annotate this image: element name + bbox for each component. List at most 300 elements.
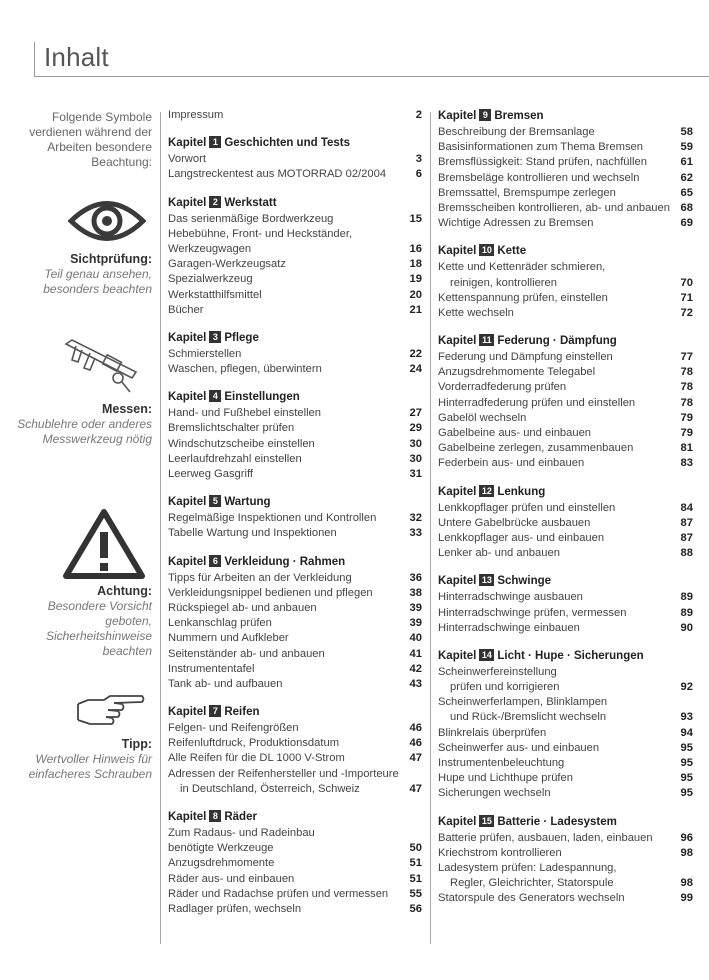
toc-entry[interactable]: [168, 647, 422, 662]
chapter-heading[interactable]: [438, 333, 693, 349]
toc-entry[interactable]: [438, 831, 693, 846]
toc-entry[interactable]: [438, 606, 693, 621]
chapter-15: [438, 814, 693, 907]
chapter-heading[interactable]: [168, 389, 422, 405]
toc-entry-title: Waschen, pflegen, überwintern: [168, 363, 322, 376]
toc-entry[interactable]: [168, 212, 422, 227]
chapter-number-badge: 1: [209, 136, 221, 148]
toc-entry[interactable]: [168, 526, 422, 541]
page-title: Inhalt: [44, 42, 109, 72]
chapter-word: Kapitel: [168, 196, 207, 209]
toc-entry-page: 92: [680, 681, 693, 694]
toc-entry-title: Windschutzscheibe einstellen: [168, 437, 315, 450]
label-achtung: Achtung:: [97, 584, 152, 598]
toc-entry-title: Blinkrelais überprüfen: [438, 726, 547, 739]
desc-tipp: Wertvoller Hinweis für einfacheres Schrauben: [28, 752, 152, 781]
toc-entry-title: Lenkanschlag prüfen: [168, 617, 272, 630]
toc-entry-title: und Rück-/Bremslicht wechseln: [450, 711, 607, 724]
toc-entry-page: 79: [680, 427, 693, 439]
chapter-heading[interactable]: [438, 484, 693, 500]
toc-entry-title: in Deutschland, Österreich, Schweiz: [180, 782, 360, 795]
toc-entry-title: Kette wechseln: [438, 306, 514, 319]
toc-entry-title: benötigte Werkzeuge: [168, 842, 274, 855]
chapter-heading[interactable]: [168, 330, 422, 346]
toc-entry-title: Räder aus- und einbauen: [168, 872, 295, 885]
toc-entry[interactable]: [438, 125, 693, 140]
chapter-number-badge: 15: [479, 815, 494, 827]
toc-entry[interactable]: [168, 167, 422, 182]
toc-entry[interactable]: [168, 721, 422, 736]
title-rule: [34, 76, 709, 77]
chapter-1: [168, 135, 422, 182]
toc-entry-title: Hinterradfederung prüfen und einstellen: [438, 396, 636, 409]
toc-entry-page: 56: [409, 902, 422, 915]
toc-entry-page: 51: [409, 857, 422, 870]
chapter-word: Kapitel: [168, 496, 207, 509]
toc-entry-title: Sicherungen wechseln: [438, 787, 551, 800]
toc-entry[interactable]: [438, 155, 693, 170]
chapter-title: Werkstatt: [224, 196, 277, 209]
toc-entry[interactable]: Impressum 2: [168, 109, 422, 121]
toc-entry[interactable]: [168, 826, 422, 841]
toc-entry[interactable]: [168, 631, 422, 646]
toc-entry[interactable]: [168, 152, 422, 167]
toc-entry[interactable]: [168, 902, 422, 917]
chapter-heading[interactable]: [438, 243, 693, 259]
chapter-2: [168, 195, 422, 318]
toc-entry[interactable]: [438, 501, 693, 516]
toc-entry[interactable]: [168, 272, 422, 287]
toc-entry-title: Federung und Dämpfung einstellen: [438, 351, 613, 364]
chapter-word: Kapitel: [438, 485, 477, 498]
toc-entry[interactable]: [438, 140, 693, 155]
toc-entry-title: Hebebühne, Front- und Heckständer,: [168, 227, 353, 240]
toc-entry[interactable]: [438, 291, 693, 306]
toc-entry-page: 46: [409, 722, 422, 735]
chapter-title: Wartung: [224, 496, 271, 509]
toc-entry-title: Langstreckentest aus MOTORRAD 02/2004: [168, 168, 387, 181]
toc-entry-page: 79: [680, 411, 693, 424]
caliper-icon: [62, 338, 144, 396]
toc-entry[interactable]: [168, 751, 422, 766]
toc-entry[interactable]: [438, 516, 693, 531]
toc-entry-page: 77: [680, 351, 693, 364]
toc-entry-title: Hinterradschwinge einbauen: [438, 621, 580, 634]
chapter-heading[interactable]: [438, 648, 693, 664]
toc-entry-page: 59: [680, 141, 693, 154]
toc-entry-page: 3: [415, 153, 422, 166]
chapter-word: Kapitel: [438, 815, 477, 828]
toc-entry[interactable]: [168, 872, 422, 887]
chapter-title: Batterie · Ladesystem: [497, 815, 617, 828]
toc-entry-title: Werkzeugwagen: [168, 242, 252, 255]
toc-entry[interactable]: [438, 710, 693, 725]
toc-entry-page: 78: [680, 396, 693, 409]
toc-entry[interactable]: [168, 616, 422, 631]
toc-entry[interactable]: [168, 856, 422, 871]
toc-entry-title: Schmierstellen: [168, 347, 242, 360]
chapter-4: [168, 389, 422, 482]
toc-entry-title: Rückspiegel ab- und anbauen: [168, 601, 317, 614]
toc-entry-page: 95: [680, 772, 693, 785]
chapter-14: [438, 648, 693, 802]
toc-entry-title: Alle Reifen für die DL 1000 V-Strom: [168, 752, 345, 765]
toc-entry-page: 87: [680, 531, 693, 544]
toc-entry-page: 30: [409, 437, 422, 450]
toc-entry-page: 58: [680, 126, 693, 138]
label-messen: Messen:: [101, 402, 152, 416]
chapter-title: Einstellungen: [224, 391, 300, 404]
toc-entry[interactable]: [438, 531, 693, 546]
toc-entry[interactable]: [438, 786, 693, 801]
chapter-number-badge: 10: [479, 244, 494, 256]
toc-entry-title: Zum Radaus- und Radeinbau: [168, 827, 315, 839]
toc-entry-page: 96: [680, 831, 693, 844]
chapter-number-badge: 9: [479, 109, 491, 121]
toc-entry[interactable]: [438, 771, 693, 786]
toc-entry-page: 61: [680, 156, 693, 169]
toc-entry-title: Regler, Gleichrichter, Statorspule: [450, 877, 614, 890]
toc-entry[interactable]: [168, 257, 422, 272]
toc-entry-title: Lenkkopflager aus- und einbauen: [438, 531, 605, 544]
chapter-word: Kapitel: [438, 335, 477, 348]
toc-entry-page: 19: [409, 273, 422, 286]
toc-entry-title: Spezialwerkzeug: [168, 273, 253, 286]
toc-entry[interactable]: [168, 662, 422, 677]
toc-entry[interactable]: [438, 201, 693, 216]
toc-entry-page: 95: [680, 757, 693, 769]
toc-entry-page: 62: [680, 171, 693, 184]
chapter-title: Schwinge: [497, 575, 552, 588]
toc-entry-title: Hupe und Lichthupe prüfen: [438, 772, 573, 785]
toc-entry[interactable]: [438, 891, 693, 906]
toc-entry-title: Kette und Kettenräder schmieren,: [438, 261, 606, 274]
toc-entry-title: Gabelbeine zerlegen, zusammenbauen: [438, 442, 634, 455]
toc-entry-page: 47: [409, 752, 422, 765]
toc-entry-page: 55: [409, 887, 422, 900]
toc-entry[interactable]: [438, 546, 693, 561]
toc-entry[interactable]: [168, 841, 422, 856]
symbol-sichtpruefung: [0, 198, 152, 308]
toc-entry-page: 42: [409, 662, 422, 675]
toc-entry[interactable]: [438, 441, 693, 456]
toc-entry-page: 38: [409, 586, 422, 599]
chapter-heading[interactable]: [168, 554, 422, 570]
toc-entry[interactable]: [438, 306, 693, 321]
toc-entry[interactable]: [168, 421, 422, 436]
chapter-3: [168, 330, 422, 377]
chapter-title: Bremsen: [494, 110, 544, 122]
chapter-13: [438, 573, 693, 636]
toc-entry-title: Gabelöl wechseln: [438, 411, 527, 424]
toc-entry[interactable]: [168, 242, 422, 257]
chapter-number-badge: 6: [209, 555, 221, 567]
toc-entry-title: Scheinwerfer aus- und einbauen: [438, 741, 600, 754]
toc-entry[interactable]: [168, 406, 422, 421]
toc-entry-page: 40: [409, 632, 422, 645]
toc-entry-title: Beschreibung der Bremsanlage: [438, 126, 595, 138]
chapter-number-badge: 2: [209, 196, 221, 208]
toc-entry[interactable]: [168, 571, 422, 586]
toc-entry-title: Gabelbeine aus- und einbauen: [438, 427, 592, 439]
toc-entry[interactable]: [438, 456, 693, 471]
toc-entry[interactable]: [438, 590, 693, 605]
toc-entry-title: Instrumentenbeleuchtung: [438, 757, 565, 769]
chapter-word: Kapitel: [168, 811, 207, 823]
toc-entry-title: Bremsscheiben kontrollieren, ab- und anbauen: [438, 201, 670, 214]
toc-entry[interactable]: [438, 665, 693, 680]
toc-entry-title: Tank ab- und aufbauen: [168, 677, 283, 690]
toc-entry-page: 32: [409, 512, 422, 525]
toc-entry-page: 65: [680, 186, 693, 199]
toc-entry-title: Lenker ab- und anbauen: [438, 547, 560, 560]
chapter-heading[interactable]: [438, 573, 693, 589]
toc-entry[interactable]: [168, 677, 422, 692]
toc-entry-page: 71: [680, 291, 693, 304]
toc-entry[interactable]: [438, 680, 693, 695]
toc-entry[interactable]: [168, 767, 422, 782]
toc-column-2: [438, 108, 693, 907]
chapter-word: Kapitel: [438, 649, 477, 662]
toc-entry-page: 6: [415, 168, 422, 181]
toc-entry[interactable]: [438, 846, 693, 861]
toc-entry-page: 81: [680, 442, 693, 455]
toc-entry-page: 99: [680, 892, 693, 905]
chapter-heading[interactable]: [438, 814, 693, 830]
toc-entry[interactable]: [438, 411, 693, 426]
toc-entry-title: Verkleidungsnippel bedienen und pflegen: [168, 586, 373, 599]
toc-entry-page: 15: [409, 212, 422, 225]
toc-entry[interactable]: [438, 260, 693, 275]
toc-entry[interactable]: [438, 365, 693, 380]
chapter-word: Kapitel: [168, 706, 207, 719]
title-bar: [34, 42, 35, 76]
toc-entry-page: 98: [680, 846, 693, 859]
toc-entry-title: Kriechstrom kontrollieren: [438, 846, 562, 859]
toc-entry-title: prüfen und korrigieren: [450, 681, 560, 694]
toc-entry[interactable]: [168, 782, 422, 797]
chapter-title: Kette: [497, 245, 527, 258]
toc-entry[interactable]: [168, 288, 422, 303]
toc-entry-title: Scheinwerfereinstellung: [438, 665, 557, 678]
toc-entry-title: Das serienmäßige Bordwerkzeug: [168, 212, 334, 225]
column-divider-left: [160, 112, 161, 944]
chapter-title: Lenkung: [497, 485, 546, 498]
toc-entry-page: 87: [680, 516, 693, 529]
toc-entry[interactable]: [168, 362, 422, 377]
toc-entry-page: 29: [409, 422, 422, 435]
symbol-achtung: [0, 508, 152, 668]
toc-entry-title: Bremsbeläge kontrollieren und wechseln: [438, 171, 640, 184]
toc-entry[interactable]: [438, 726, 693, 741]
toc-entry-title: Basisinformationen zum Thema Bremsen: [438, 141, 643, 154]
chapter-6: [168, 554, 422, 693]
chapter-title: Reifen: [224, 706, 260, 719]
chapter-10: [438, 243, 693, 321]
chapter-heading[interactable]: [168, 135, 422, 151]
toc-entry[interactable]: [168, 347, 422, 362]
symbol-messen: [0, 338, 152, 468]
toc-entry-page: 95: [680, 787, 693, 800]
toc-entry-page: 30: [409, 452, 422, 465]
toc-entry[interactable]: [438, 216, 693, 231]
toc-entry-title: Tabelle Wartung und Inspektionen: [168, 527, 337, 540]
toc-entry-page: 31: [409, 468, 422, 480]
chapter-number-badge: 3: [209, 331, 221, 343]
toc-entry[interactable]: [438, 621, 693, 636]
eye-icon: [68, 198, 146, 244]
toc-entry-page: 83: [680, 457, 693, 470]
toc-entry-page: 95: [680, 741, 693, 754]
toc-entry-page: 39: [409, 601, 422, 614]
chapter-word: Kapitel: [168, 391, 207, 404]
desc-achtung: Besondere Vorsicht geboten, Sicherheitshinweise beachten: [45, 599, 152, 658]
chapter-title: Federung · Dämpfung: [497, 335, 617, 348]
toc-entry-title: Reifenluftdruck, Produktionsdatum: [168, 737, 340, 750]
chapter-heading[interactable]: [168, 195, 422, 211]
toc-entry-title: Bremsflüssigkeit: Stand prüfen, nachfüllen: [438, 156, 647, 169]
chapter-8: [168, 809, 422, 917]
toc-entry-title: Regelmäßige Inspektionen und Kontrollen: [168, 512, 377, 525]
toc-entry[interactable]: [168, 601, 422, 616]
toc-entry-page: 20: [409, 288, 422, 301]
desc-messen: Schublehre oder anderes Messwerkzeug nötig: [17, 417, 152, 446]
toc-entry-page: 16: [409, 242, 422, 255]
toc-entry-page: 39: [409, 617, 422, 630]
toc-entry-page: 24: [409, 363, 422, 376]
toc-entry[interactable]: [168, 736, 422, 751]
toc-entry-title: Scheinwerferlampen, Blinklampen: [438, 696, 608, 709]
toc-entry[interactable]: [168, 452, 422, 467]
chapter-heading[interactable]: [168, 809, 422, 825]
toc-entry[interactable]: [168, 511, 422, 526]
chapter-number-badge: 4: [209, 390, 221, 402]
toc-entry-title: Seitenständer ab- und anbauen: [168, 647, 325, 660]
toc-entry-title: Kettenspannung prüfen, einstellen: [438, 291, 608, 304]
toc-entry-page: 69: [680, 217, 693, 230]
chapter-title: Verkleidung · Rahmen: [224, 555, 346, 568]
toc-entry-page: 98: [680, 877, 693, 890]
toc-entry[interactable]: [438, 396, 693, 411]
toc-entry-title: Hinterradschwinge prüfen, vermessen: [438, 606, 627, 619]
toc-column-1: [168, 108, 422, 917]
toc-entry[interactable]: [438, 380, 693, 395]
legend-intro: Folgende Symbole verdienen während der Arbeiten besondere Beachtung:: [29, 110, 152, 169]
toc-entry-title: Vorwort: [168, 153, 206, 166]
chapter-7: [168, 704, 422, 797]
toc-entry[interactable]: [438, 186, 693, 201]
toc-entry[interactable]: [438, 861, 693, 876]
toc-entry-title: Untere Gabelbrücke ausbauen: [438, 516, 591, 529]
toc-entry-title: Radlager prüfen, wechseln: [168, 902, 302, 915]
toc-entry-title: Federbein aus- und einbauen: [438, 457, 585, 470]
toc-entry[interactable]: [438, 276, 693, 291]
toc-entry-page: 90: [680, 621, 693, 634]
chapter-number-badge: 7: [209, 705, 221, 717]
toc-entry-title: Leerlaufdrehzahl einstellen: [168, 452, 302, 465]
pointing-hand-icon: [74, 694, 146, 730]
toc-entry-page: 43: [409, 677, 422, 690]
toc-entry-title: Bremssattel, Bremspumpe zerlegen: [438, 186, 616, 199]
toc-entry[interactable]: [438, 876, 693, 891]
chapter-title: Geschichten und Tests: [224, 137, 351, 150]
toc-entry-page: 36: [409, 571, 422, 584]
toc-entry-page: 94: [680, 726, 693, 739]
toc-entry-page: 93: [680, 711, 693, 724]
toc-entry-page: 50: [409, 842, 422, 855]
toc-entry-title: Statorspule des Generators wechseln: [438, 892, 625, 905]
chapter-heading[interactable]: [168, 494, 422, 510]
chapter-heading[interactable]: [168, 704, 422, 720]
toc-entry-title: Nummern und Aufkleber: [168, 632, 289, 645]
toc-entry[interactable]: [168, 303, 422, 318]
chapter-word: Kapitel: [168, 137, 207, 150]
toc-entry-title: Wichtige Adressen zu Bremsen: [438, 217, 594, 230]
toc-entry[interactable]: [438, 171, 693, 186]
toc-entry-title: Ladesystem prüfen: Ladespannung,: [438, 861, 617, 874]
toc-entry[interactable]: [438, 695, 693, 710]
chapter-9: [438, 108, 693, 231]
toc-entry[interactable]: [168, 437, 422, 452]
chapter-number-badge: 11: [479, 334, 494, 346]
chapter-word: Kapitel: [438, 245, 477, 258]
chapter-5: [168, 494, 422, 541]
toc-entry-title: Leerweg Gasgriff: [168, 468, 253, 480]
chapter-number-badge: 12: [479, 485, 494, 497]
toc-entry-page: 21: [409, 303, 422, 316]
toc-entry-page: 72: [680, 306, 693, 319]
chapter-number-badge: 5: [209, 495, 221, 507]
chapter-number-badge: 14: [479, 649, 494, 661]
toc-entry[interactable]: [168, 227, 422, 242]
toc-entry[interactable]: [168, 586, 422, 601]
toc-entry[interactable]: [438, 350, 693, 365]
toc-entry-page: 68: [680, 201, 693, 214]
toc-entry-page: 89: [680, 591, 693, 604]
chapter-11: [438, 333, 693, 472]
chapter-heading[interactable]: [438, 108, 693, 124]
toc-entry-page: 33: [409, 527, 422, 540]
toc-entry[interactable]: [438, 426, 693, 441]
toc-entry-page: 47: [409, 782, 422, 795]
toc-entry-title: Garagen-Werkzeugsatz: [168, 258, 286, 271]
toc-entry-title: Bremslichtschalter prüfen: [168, 422, 295, 435]
toc-entry-title: Bücher: [168, 303, 204, 316]
chapter-word: Kapitel: [168, 331, 207, 344]
chapter-title: Licht · Hupe · Sicherungen: [497, 649, 644, 662]
toc-entry-title: Werkstatthilfsmittel: [168, 288, 262, 301]
toc-entry[interactable]: [438, 741, 693, 756]
label-sichtpruefung: Sichtprüfung:: [70, 252, 152, 266]
toc-entry-page: 70: [680, 276, 693, 289]
toc-entry[interactable]: [438, 756, 693, 771]
toc-entry-title: Räder und Radachse prüfen und vermessen: [168, 887, 389, 900]
toc-entry-title: Hand- und Fußhebel einstellen: [168, 407, 321, 420]
toc-entry-page: 46: [409, 737, 422, 750]
chapter-title: Räder: [224, 811, 257, 823]
chapter-word: Kapitel: [168, 555, 207, 568]
label-tipp: Tipp:: [121, 737, 152, 751]
toc-entry[interactable]: [168, 467, 422, 482]
symbol-tipp: [0, 694, 152, 804]
toc-entry-page: 84: [680, 501, 693, 514]
chapter-12: [438, 484, 693, 562]
toc-entry[interactable]: [168, 887, 422, 902]
toc-entry-title: Tipps für Arbeiten an der Verkleidung: [168, 571, 352, 584]
toc-entry-title: Batterie prüfen, ausbauen, laden, einbauen: [438, 831, 653, 844]
toc-entry-page: 27: [409, 407, 422, 420]
toc-entry-title: Instrumententafel: [168, 662, 255, 675]
